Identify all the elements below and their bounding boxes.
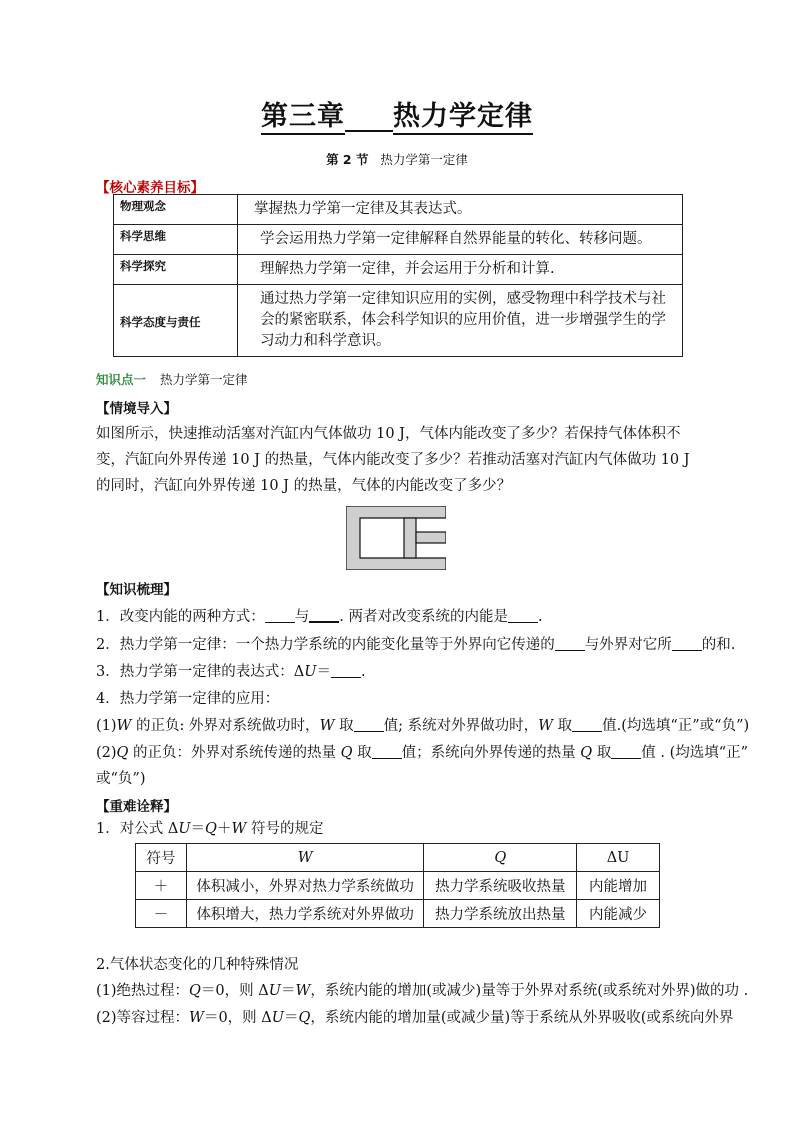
formula-var: W bbox=[538, 718, 553, 734]
special-case-2 bbox=[96, 1006, 733, 1027]
table-cell: 热力学系统放出热量 bbox=[424, 900, 577, 928]
review-line-3 bbox=[96, 660, 366, 681]
review-text: 3．热力学第一定律的表达式：Δ bbox=[96, 664, 305, 680]
review-text: 的正负: 外界对系统做功时， bbox=[131, 718, 320, 734]
difficulty-text: (1)绝热过程： bbox=[96, 983, 190, 999]
goal-key: 科学态度与责任 bbox=[114, 285, 238, 357]
formula-var: Q bbox=[205, 821, 217, 837]
goal-value: 学会运用热力学第一定律解释自然界能量的转化、转移问题。 bbox=[238, 225, 683, 255]
review-text: 值；系统向外界传递的热量 bbox=[401, 745, 581, 761]
review-text: 值 . (均选填“正” bbox=[641, 745, 749, 761]
review-text: 的正负：外界对系统传递的热量 bbox=[128, 745, 341, 761]
answer-blank[interactable] bbox=[354, 717, 384, 732]
table-row bbox=[114, 195, 683, 225]
answer-blank[interactable] bbox=[672, 636, 702, 651]
review-text: 与 bbox=[294, 609, 310, 625]
knowledge-point-label: 知识点一 bbox=[96, 372, 147, 387]
table-header-cell: 符号 bbox=[136, 844, 187, 872]
difficulty-text: 1．对公式 Δ bbox=[96, 821, 179, 837]
formula-var: Q bbox=[189, 983, 201, 999]
piston-rod bbox=[416, 532, 446, 543]
review-text: 取 bbox=[352, 745, 372, 761]
answer-blank[interactable] bbox=[508, 608, 538, 623]
special-case-1 bbox=[96, 979, 748, 1000]
answer-blank[interactable] bbox=[309, 607, 339, 623]
difficulty-text: ＋ bbox=[216, 821, 232, 837]
chapter-name: 热力学定律 bbox=[393, 101, 533, 135]
goal-value: 掌握热力学第一定律及其表达式。 bbox=[238, 195, 683, 225]
review-text: 取 bbox=[334, 718, 354, 734]
difficulty-text: ，系统内能的增加量(或减少量)等于系统从外界吸收(或系统向外界 bbox=[310, 1010, 734, 1026]
difficulty-text: 符号的规定 bbox=[246, 821, 324, 837]
difficulty-item-1 bbox=[96, 817, 323, 838]
review-line-7: 或“负”) bbox=[96, 771, 146, 787]
goal-key: 科学思维 bbox=[114, 225, 238, 255]
table-row bbox=[136, 900, 660, 928]
formula-var: Q bbox=[298, 1010, 311, 1026]
formula-var: U bbox=[271, 1010, 284, 1026]
review-text: 的和. bbox=[701, 637, 736, 653]
difficulty-text: ＝0，则 Δ bbox=[203, 1010, 272, 1026]
review-text: 1．改变内能的两种方式： bbox=[96, 609, 265, 625]
review-text: ＝ bbox=[316, 664, 331, 680]
title-underline-gap bbox=[345, 129, 393, 132]
table-cell: － bbox=[136, 900, 187, 928]
difficulty-heading: 【重难诠释】 bbox=[96, 799, 177, 815]
table-row bbox=[114, 225, 683, 255]
intro-heading: 【情境导入】 bbox=[96, 401, 177, 417]
chapter-number: 第三章 bbox=[261, 101, 345, 135]
table-cell: 内能减少 bbox=[577, 900, 660, 928]
difficulty-text: (2)等容过程： bbox=[96, 1010, 190, 1026]
knowledge-point-heading bbox=[96, 370, 248, 388]
difficulty-text: ＝ bbox=[280, 983, 296, 999]
goal-key: 物理观念 bbox=[114, 195, 238, 225]
core-goals-table bbox=[113, 194, 683, 357]
review-text: . bbox=[537, 609, 543, 625]
review-text: 值; 系统对外界做功时， bbox=[383, 718, 539, 734]
formula-var: W bbox=[319, 718, 335, 734]
table-cell: 体积增大，热力学系统对外界做功 bbox=[186, 900, 424, 928]
sign-convention-table bbox=[135, 843, 660, 928]
review-text: 取 bbox=[552, 718, 573, 734]
review-text: (1) bbox=[96, 718, 117, 734]
review-text: (2) bbox=[96, 745, 117, 761]
formula-var: W bbox=[295, 983, 311, 999]
table-header-cell: W bbox=[186, 844, 424, 872]
review-heading: 【知识梳理】 bbox=[96, 582, 177, 598]
goal-value: 理解热力学第一定律，并会运用于分析和计算. bbox=[238, 255, 683, 285]
review-line-2 bbox=[96, 633, 735, 654]
table-row bbox=[136, 844, 660, 872]
chapter-title bbox=[0, 94, 794, 133]
difficulty-text: ，系统内能的增加(或减少)量等于外界对系统(或系统对外界)做的功 . bbox=[310, 983, 749, 999]
section-title bbox=[0, 150, 794, 168]
review-text: . bbox=[360, 664, 366, 680]
goal-value: 通过热力学第一定律知识应用的实例，感受物理中科学技术与社会的紧密联系，体会科学知识的应用价值，进一步增强学生的学习动力和科学意识。 bbox=[238, 285, 683, 357]
difficulty-text: ＝0，则 Δ bbox=[200, 983, 269, 999]
knowledge-point-title: 热力学第一定律 bbox=[160, 372, 248, 387]
review-text: 取 bbox=[592, 745, 612, 761]
review-text: . 两者对改变系统的内能是 bbox=[339, 609, 508, 625]
review-line-4: 4．热力学第一定律的应用： bbox=[96, 691, 280, 707]
intro-text: 如图所示，快速推动活塞对汽缸内气体做功 10 J，气体内能改变了多少？若保持气体体积不变，汽缸向外界传递 10 J 的热量，气体内能改变了多少？若推动活塞对汽缸内气体做功 10 J 的同时，汽缸向外界传递 10 J 的热量，气体的内能改变了多少？ bbox=[96, 426, 690, 494]
table-cell: 体积减小，外界对热力学系统做功 bbox=[186, 872, 424, 900]
review-text: 与外界对它所 bbox=[584, 637, 672, 653]
answer-blank[interactable] bbox=[572, 717, 602, 732]
section-number: 第 2 节 bbox=[326, 152, 369, 167]
table-cell: 热力学系统吸收热量 bbox=[424, 872, 577, 900]
answer-blank[interactable] bbox=[265, 608, 295, 623]
core-goals-heading: 【核心素养目标】 bbox=[96, 180, 204, 196]
formula-var: U bbox=[304, 664, 317, 680]
formula-var: W bbox=[189, 1010, 204, 1026]
answer-blank[interactable] bbox=[331, 663, 361, 678]
formula-var: U bbox=[268, 983, 281, 999]
review-line-5 bbox=[96, 714, 749, 735]
table-row bbox=[136, 872, 660, 900]
formula-var: U bbox=[178, 821, 191, 837]
review-text: 2．热力学第一定律：一个热力学系统的内能变化量等于外界向它传递的 bbox=[96, 637, 555, 653]
formula-var: Q bbox=[340, 745, 353, 761]
table-cell: 内能增加 bbox=[577, 872, 660, 900]
review-line-6 bbox=[96, 741, 748, 762]
formula-var: Q bbox=[116, 745, 129, 761]
section-name: 热力学第一定律 bbox=[380, 152, 468, 167]
formula-var: W bbox=[116, 718, 132, 734]
goal-key: 科学探究 bbox=[114, 255, 238, 285]
review-line-1 bbox=[96, 605, 543, 626]
piston-head bbox=[404, 518, 416, 558]
piston-cylinder-figure bbox=[346, 506, 446, 570]
table-row bbox=[114, 285, 683, 357]
formula-var: W bbox=[231, 821, 247, 837]
answer-blank[interactable] bbox=[372, 744, 402, 759]
table-cell: ＋ bbox=[136, 872, 187, 900]
formula-var: Q bbox=[580, 745, 593, 761]
difficulty-text: ＝ bbox=[284, 1010, 299, 1026]
answer-blank[interactable] bbox=[611, 744, 641, 759]
table-header-cell: ΔU bbox=[577, 844, 660, 872]
answer-blank[interactable] bbox=[555, 636, 585, 651]
table-header-cell: Q bbox=[424, 844, 577, 872]
review-text: 值.(均选填“正”或“负”) bbox=[602, 718, 750, 734]
difficulty-text: ＝ bbox=[190, 821, 206, 837]
difficulty-item-2: 2.气体状态变化的几种特殊情况 bbox=[96, 957, 299, 973]
table-row bbox=[114, 255, 683, 285]
